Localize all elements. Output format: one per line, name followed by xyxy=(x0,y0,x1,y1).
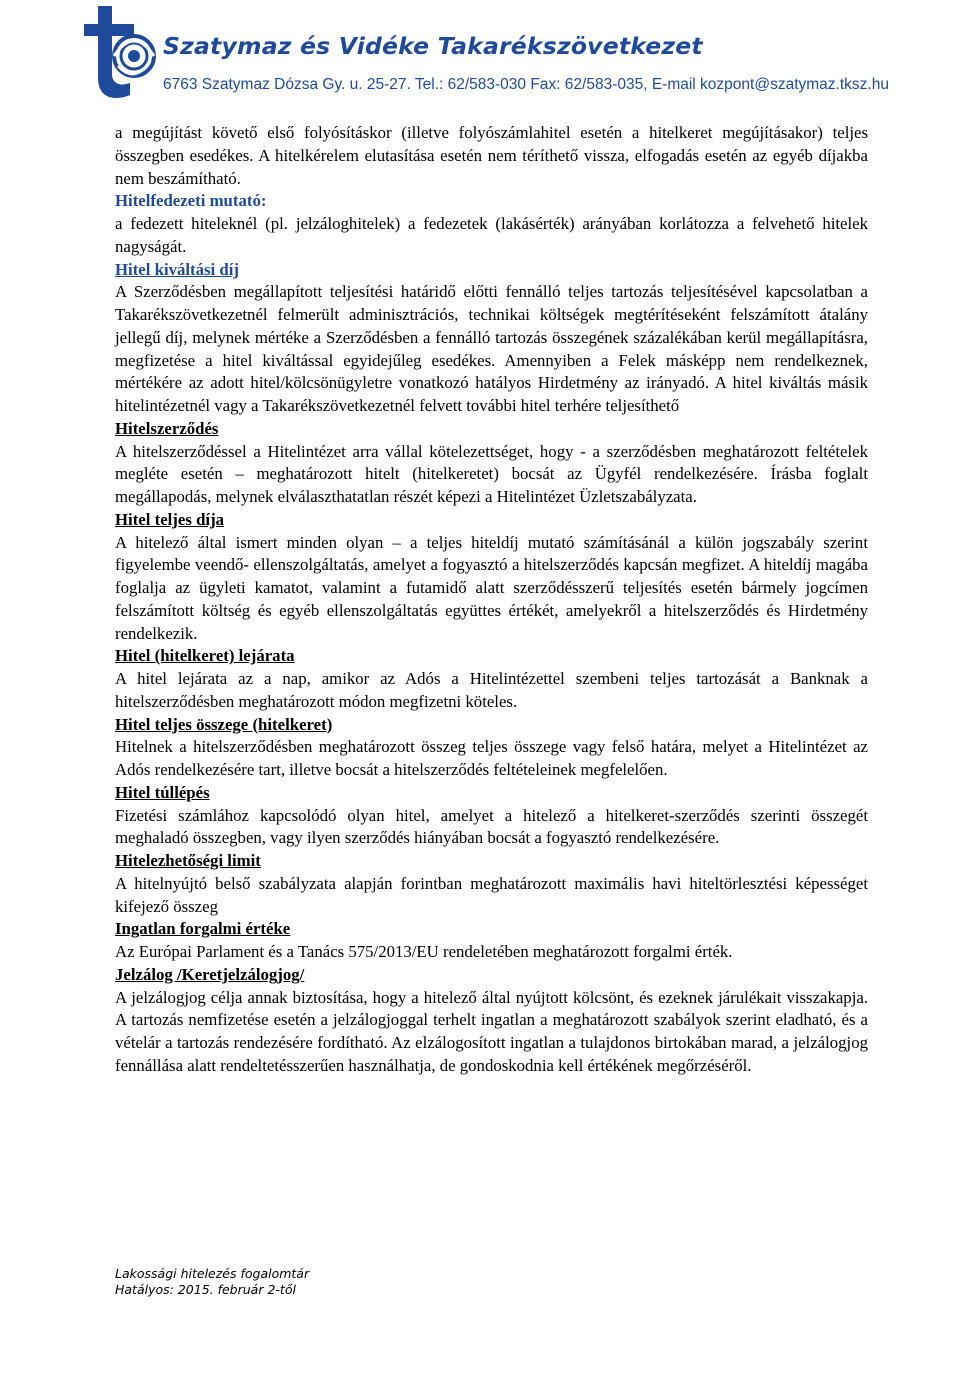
section-body: A Szerződésben megállapított teljesítési határidő előtti fennálló teljes tartozás teljesítésével kapcsolatban a Takarékszövetkezetnél felmerült adminisztrációs, technikai költségek megtérítéseként felszámított átalány jellegű díj, melynek mértéke a Szerződésben a fennálló tartozás összegének százalékában kerül megállapításra, megfizetése a hitel kiváltással egyidejűleg esedékes. Amennyiben a Felek másképp nem rendelkeznek, mértékére az adott hitel/kölcsönügyletre vonatkozó hatályos Hirdetmény az irányadó. A hitel kiváltás másik hitelintézetnél vagy a Takarékszövetkezetnél felvett további hitel terhére teljesíthető xyxy=(115,282,868,415)
footer-effective-date: Hatályos: 2015. február 2-től xyxy=(115,1282,296,1297)
contact-line: 6763 Szatymaz Dózsa Gy. u. 25-27. Tel.: 62/583-030 Fax: 62/583-035, E-mail kozpont@szatymaz.tksz.hu xyxy=(163,76,889,93)
section-heading: Ingatlan forgalmi értéke xyxy=(115,919,291,939)
section-heading: Hitel kiváltási díj xyxy=(115,259,239,279)
section-body: A hitelszerződéssel a Hitelintézet arra vállal kötelezettséget, hogy - a szerződésben meghatározott feltételek megléte esetén – meghatározott hitelt (hitelkeretet) bocsát az Ügyfél rendelkezésére. Írásba foglalt megállapodás, melynek elválaszthatatlan részét képezi a Hitelintézet Üzletszabályzata. xyxy=(115,441,868,506)
section-heading: Hitelezhetőségi limit xyxy=(115,851,261,870)
section-body: Hitelnek a hitelszerződésben meghatározott összeg teljes összege vagy felső határa, melyet a Hitelintézet az Adós rendelkezésére tart, illetve bocsát a hitelszerződés feltételeinek megfelelően. xyxy=(115,737,868,779)
section-body: A hitel lejárata az a nap, amikor az Adós a Hitelintézettel szembeni teljes tartozását a Banknak a hitelszerződésben meghatározott módon megfizetni köteles. xyxy=(115,669,868,711)
section-heading: Jelzálog /Keretjelzálogjog/ xyxy=(115,964,305,984)
letterhead xyxy=(0,0,960,110)
bank-logo-icon xyxy=(68,4,162,102)
section-heading: Hitelfedezeti mutató: xyxy=(115,191,267,211)
footer-title: Lakossági hitelezés fogalomtár xyxy=(115,1266,310,1281)
page-footer xyxy=(115,1266,309,1298)
section-body: A jelzálogjog célja annak biztosítása, hogy a hitelező által nyújtott kölcsönt, és ezeknek járulékait visszakapja. A tartozás nemfizetése esetén a jelzálogjoggal terhelt ingatlan a meghatározott szabályok szerint eladható, és a vételár a tartozás rendezésére fordítható. Az elzálogosított ingatlan a tulajdonos birtokában marad, a jelzálogjog fennállása alatt rendeltetésszerűen használhatja, de gondoskodnia kell értékének megőrzéséről. xyxy=(115,987,868,1075)
section-heading: Hitelszerződés xyxy=(115,418,219,438)
section-body: A hitelező által ismert minden olyan – a teljes hiteldíj mutató számításánál a külön jogszabály szerint figyelembe veendő- ellenszolgáltatás, amelyet a fogyasztó a hitelszerződés kapcsán megfizet. A hiteldíj magába foglalja az ügyleti kamatot, valamint a futamidő alatt szerződésszerű teljesítés esetén bármely jogcímen felszámított költség és egyéb ellenszolgáltatás együttes értékét, amelyekről a hitelszerződés és Hirdetmény rendelkezik. xyxy=(115,532,868,643)
section-heading: Hitel túllépés xyxy=(115,782,210,802)
section-heading: Hitel teljes díja xyxy=(115,509,225,529)
section-body: Fizetési számlához kapcsolódó olyan hitel, amelyet a hitelező a hitelkeret-szerződés szerinti összegét meghaladó összegben, vagy ilyen szerződés hiányában bocsát a fogyasztó rendelkezésére. xyxy=(115,805,868,848)
section-heading: Hitel teljes összege (hitelkeret) xyxy=(115,714,333,734)
section-body: Az Európai Parlament és a Tanács 575/2013/EU rendeletében meghatározott forgalmi érték. xyxy=(115,942,733,961)
document-body xyxy=(115,122,868,1078)
section-body: A hitelnyújtó belső szabályzata alapján forintban meghatározott maximális havi hiteltörlesztési képességet kifejező összeg xyxy=(115,873,868,916)
intro-paragraph: a megújítást követő első folyósításkor (illetve folyószámlahitel esetén a hitelkeret megújításakor) teljes összegben esedékes. A hitelkérelem elutasítása esetén nem téríthető vissza, elfogadás esetén az egyéb díjakba nem beszámítható. xyxy=(115,123,868,188)
org-name: Szatymaz és Vidéke Takarékszövetkezet xyxy=(163,32,703,60)
section-heading: Hitel (hitelkeret) lejárata xyxy=(115,646,295,666)
section-body: a fedezett hiteleknél (pl. jelzáloghitelek) a fedezetek (lakásérték) arányában korlátozza a felvehető hitelek nagyságát. xyxy=(115,214,868,256)
